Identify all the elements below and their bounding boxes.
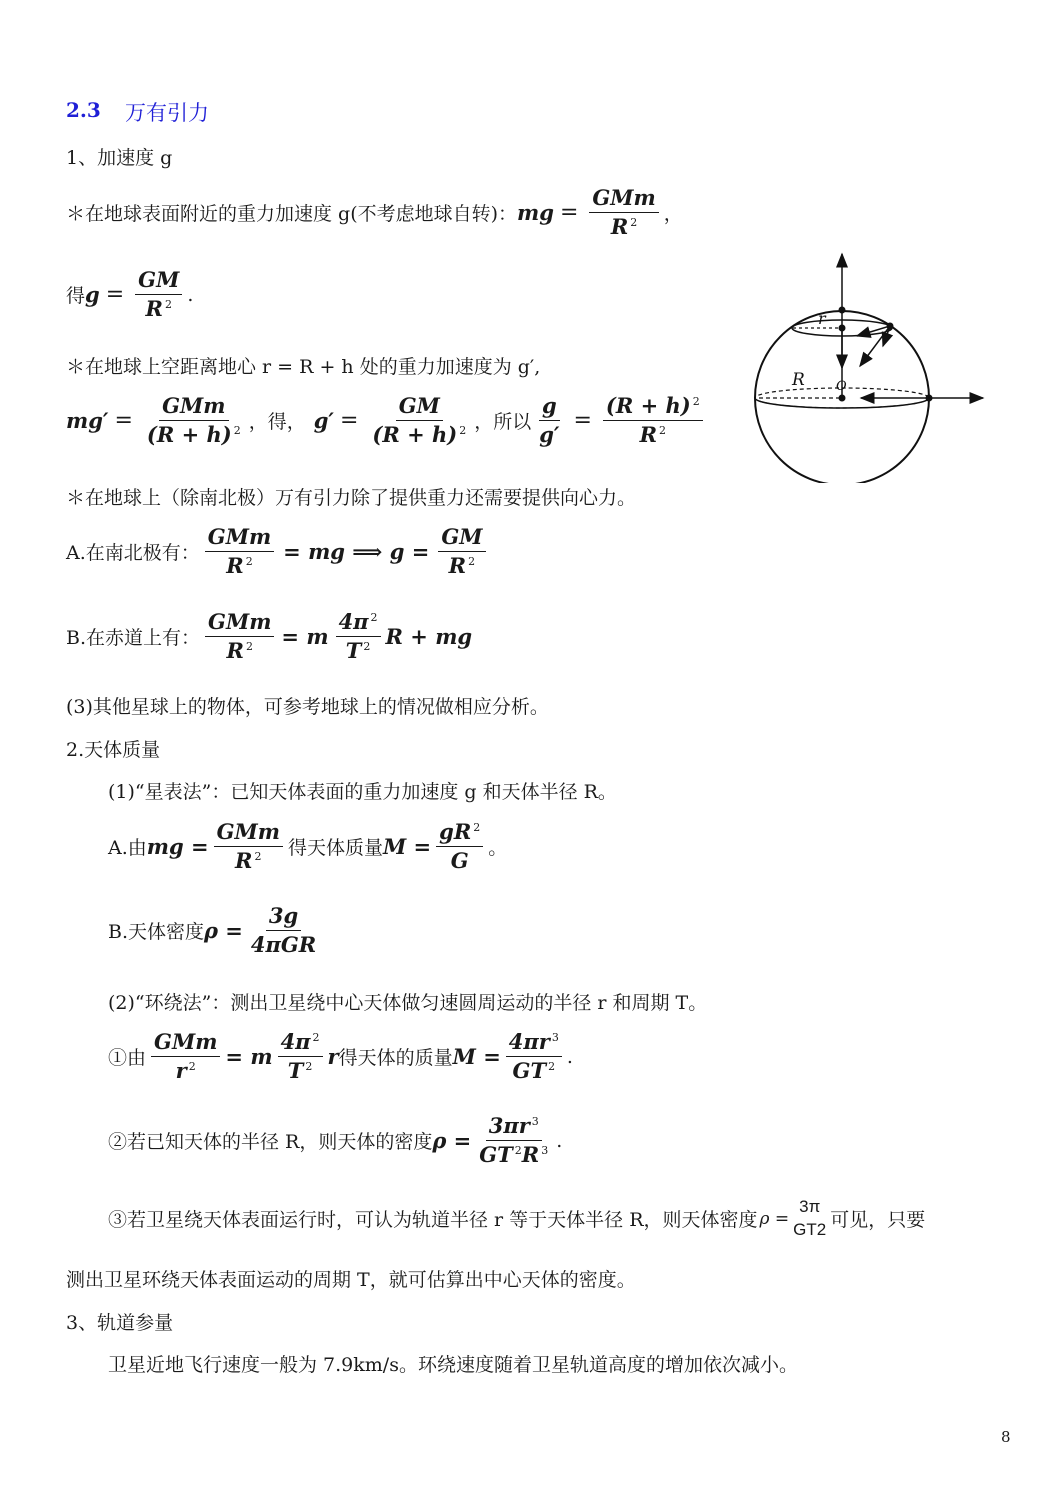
- fraction: [476, 1114, 551, 1167]
- equals: =: [573, 408, 592, 434]
- text: 得天体质量: [287, 837, 383, 860]
- eq-surface-gravity: [66, 186, 683, 239]
- period: .: [556, 1129, 563, 1152]
- label: ②若已知天体的半径 R，则天体的密度: [108, 1131, 433, 1154]
- base: gR: [439, 819, 472, 844]
- denominator: [369, 421, 469, 447]
- equals: =: [559, 200, 579, 226]
- exp: 2: [233, 424, 241, 438]
- base: R: [448, 553, 467, 579]
- exp: 3: [531, 1115, 539, 1128]
- base: R: [226, 638, 244, 664]
- base: R: [226, 553, 244, 579]
- exp: 2: [363, 640, 371, 654]
- text-other-planets: (3)其他星球上的物体，可参考地球上的情况做相应分析。: [66, 696, 549, 718]
- denominator: [285, 1057, 316, 1083]
- page-number: 8: [1001, 1428, 1011, 1446]
- denominator: [232, 847, 264, 873]
- eq-poles: [66, 525, 491, 578]
- denominator: [144, 421, 244, 447]
- comma: ，: [663, 203, 683, 226]
- fraction: [506, 1030, 562, 1083]
- exp: 3: [541, 1144, 549, 1158]
- eq-height-gravity: [66, 394, 708, 447]
- numerator: GM: [438, 525, 485, 552]
- label-O: O: [836, 379, 847, 394]
- fraction: [793, 1196, 826, 1242]
- base: R: [639, 422, 658, 448]
- base: 4πr: [508, 1029, 550, 1054]
- eq-density-surface: [108, 904, 324, 957]
- text: 得天体的质量: [338, 1047, 453, 1070]
- math: = m: [225, 1044, 273, 1070]
- base: R: [145, 296, 163, 322]
- text-centripetal: ＊在地球上（除南北极）万有引力除了提供重力还需要提供向心力。: [66, 487, 637, 509]
- denominator: G: [450, 848, 469, 874]
- denominator: [173, 1057, 199, 1083]
- math: ρ =: [759, 1208, 790, 1229]
- math: R + mg: [385, 624, 473, 650]
- math: = mg ⟹ g =: [283, 539, 430, 565]
- math: r: [327, 1044, 339, 1070]
- fraction: [369, 394, 469, 447]
- numerator: GMm: [589, 186, 658, 213]
- point-equator: [926, 395, 933, 402]
- math: mg′: [66, 408, 109, 434]
- exp: 2: [245, 555, 253, 569]
- earth-gravity-diagram: [745, 248, 990, 483]
- text: ＊在地球表面附近的重力加速度 g(不考虑地球自转)：: [66, 203, 518, 226]
- exp: 2: [659, 424, 667, 438]
- exp: 2: [188, 1060, 196, 1074]
- numerator: [436, 820, 483, 847]
- point-center: [839, 395, 846, 402]
- base: 4π: [280, 1029, 311, 1054]
- text-surface-orbit: [108, 1196, 925, 1242]
- exp: 2: [459, 424, 467, 438]
- fraction: [248, 904, 319, 957]
- text-orbit-speed: 卫星近地飞行速度一般为 7.9km/s。环绕速度随着卫星轨道高度的增加依次减小。: [108, 1354, 798, 1376]
- numerator: 3π: [799, 1197, 821, 1216]
- text: 得: [66, 285, 86, 308]
- math: M =: [383, 834, 432, 860]
- fraction: [278, 1030, 323, 1083]
- numerator: GMm: [205, 610, 274, 637]
- text: 可见，只要: [830, 1209, 926, 1232]
- exp: 2: [548, 1060, 556, 1074]
- numerator: GM: [135, 268, 182, 295]
- label: A.在南北极有：: [66, 542, 200, 565]
- base: (R + h): [372, 422, 458, 448]
- numerator: GM: [396, 394, 443, 421]
- eq-mass-surface: [108, 820, 507, 873]
- period: .: [566, 1045, 573, 1068]
- fraction: [205, 525, 274, 578]
- exp: 2: [630, 216, 638, 230]
- denominator: [223, 637, 255, 663]
- label-R: R: [792, 370, 805, 390]
- fraction: [205, 610, 274, 663]
- text-orbit-method: (2)“环绕法”：测出卫星绕中心天体做匀速圆周运动的半径 r 和周期 T。: [108, 992, 708, 1014]
- denominator: [510, 1057, 559, 1083]
- fraction: [436, 820, 483, 873]
- exp: 2: [468, 555, 476, 569]
- label: B.在赤道上有：: [66, 627, 201, 650]
- math: ρ =: [432, 1128, 472, 1154]
- math: g′: [313, 408, 334, 434]
- numerator: [336, 610, 381, 637]
- fraction: [144, 394, 244, 447]
- point-pole: [839, 307, 846, 314]
- point-lat: [887, 323, 894, 330]
- equals: =: [114, 408, 133, 434]
- denominator: [637, 421, 669, 447]
- denominator: [476, 1141, 551, 1167]
- fraction: [536, 394, 562, 447]
- period: .: [187, 283, 194, 306]
- section-number: 2.3: [66, 98, 101, 122]
- base: r: [175, 1058, 187, 1084]
- exp: 2: [245, 640, 253, 654]
- math: g: [85, 282, 100, 308]
- base: 4π: [338, 609, 369, 634]
- math: mg: [517, 200, 554, 226]
- fraction: [336, 610, 381, 663]
- fraction: [214, 820, 283, 873]
- exp: 2: [370, 611, 378, 624]
- base: R: [521, 1142, 540, 1168]
- denominator: 4πGR: [250, 932, 317, 958]
- eq-mass-orbit: [108, 1030, 573, 1083]
- numerator: GMm: [214, 820, 283, 847]
- base: R: [235, 848, 253, 874]
- math: M =: [452, 1044, 501, 1070]
- math: mg =: [146, 834, 209, 860]
- text-surface-orbit-cont: 测出卫星环绕天体表面运动的周期 T，就可估算出中心天体的密度。: [66, 1269, 636, 1291]
- numerator: [603, 394, 703, 421]
- math: = m: [281, 624, 329, 650]
- heading-acceleration: 1、加速度 g: [66, 147, 173, 169]
- exp: 2: [305, 1060, 313, 1074]
- fraction: [438, 525, 485, 578]
- exp: 2: [164, 298, 172, 312]
- label: A.由: [108, 837, 147, 860]
- base: GT: [512, 1058, 547, 1084]
- equals: =: [339, 408, 359, 434]
- denominator: [608, 213, 640, 239]
- label: ①由: [108, 1047, 147, 1070]
- exp: 2: [473, 821, 481, 834]
- text: ，得，: [248, 411, 306, 434]
- heading-mass: 2.天体质量: [66, 739, 161, 761]
- text-height-gravity: ＊在地球上空距离地心 r = R + h 处的重力加速度为 g′,: [66, 356, 541, 378]
- exp: 2: [312, 1031, 320, 1044]
- eq-density-orbit: [108, 1114, 562, 1167]
- eq-g-result: [66, 268, 193, 321]
- numerator: [506, 1030, 562, 1057]
- fraction: [135, 268, 182, 321]
- numerator: g: [539, 394, 560, 421]
- heading-orbit-params: 3、轨道参量: [66, 1312, 174, 1334]
- numerator: 3g: [266, 904, 301, 931]
- base: 3πr: [488, 1113, 530, 1138]
- base: T: [287, 1058, 304, 1084]
- base: (R + h): [605, 393, 691, 418]
- exp: 2: [514, 1144, 522, 1158]
- fraction: [589, 186, 658, 239]
- eq-equator: [66, 610, 472, 663]
- base: R: [610, 214, 629, 240]
- text: 。: [488, 837, 508, 860]
- exp: 2: [254, 850, 262, 864]
- text: ③若卫星绕天体表面运行时，可认为轨道半径 r 等于天体半径 R，则天体密度: [108, 1209, 758, 1232]
- label-r: r: [818, 309, 826, 328]
- fraction: [151, 1030, 220, 1083]
- text: ，所以: [474, 411, 532, 434]
- base: T: [345, 638, 362, 664]
- denominator: [143, 295, 175, 321]
- numerator: [278, 1030, 323, 1057]
- numerator: GMm: [159, 394, 228, 421]
- section-title: 万有引力: [125, 101, 209, 125]
- numerator: GMm: [205, 525, 274, 552]
- denominator: [446, 552, 478, 578]
- base: GT: [479, 1142, 513, 1168]
- text-surface-method: (1)“星表法”：已知天体表面的重力加速度 g 和天体半径 R。: [108, 781, 617, 803]
- math: ρ =: [204, 918, 243, 944]
- label: B.天体密度: [108, 921, 205, 944]
- denominator: g′: [539, 422, 560, 448]
- numerator: GMm: [151, 1030, 220, 1057]
- denominator: [223, 552, 255, 578]
- exp: 2: [692, 395, 700, 408]
- denominator: GT2: [793, 1219, 827, 1239]
- fraction: [603, 394, 703, 447]
- to-center-arrow: [860, 326, 890, 366]
- point-mid: [839, 325, 846, 332]
- denominator: [343, 637, 374, 663]
- exp: 3: [551, 1031, 559, 1044]
- equals: =: [105, 282, 125, 308]
- base: (R + h): [146, 422, 232, 448]
- numerator: [486, 1114, 542, 1141]
